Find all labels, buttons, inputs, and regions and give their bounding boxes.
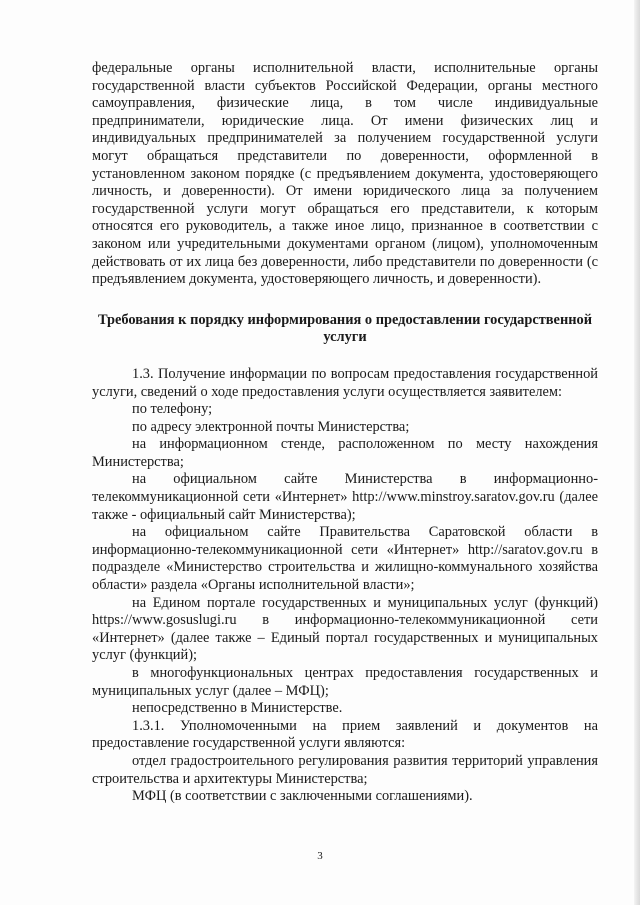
page-edge-shadow xyxy=(634,0,640,905)
section-heading: Требования к порядку информирования о предоставлении государственной услуги xyxy=(97,311,593,346)
paragraph: на Едином портале государственных и муниципальных услуг (функций) https://www.gosuslugi.ru в информационно-телекоммуникационной сети «Интернет» (далее также – Единый портал государственных и муниципальных услуг (функций); xyxy=(92,594,598,664)
paragraph: МФЦ (в соответствии с заключенными соглашениями). xyxy=(132,788,473,805)
paragraph: непосредственно в Министерстве. xyxy=(132,700,343,717)
paragraph: отдел градостроительного регулирования развития территорий управления строительства и архитектуры Министерства; xyxy=(92,752,598,787)
paragraph: на информационном стенде, расположенном по месту нахождения Министерства; xyxy=(92,436,598,470)
paragraph: на официальном сайте Министерства в информационно-телекоммуникационной сети «Интернет» http://www.minstroy.saratov.gov.ru (далее также - официальный сайт Министерства); xyxy=(92,471,598,523)
paragraph: 1.3. Получение информации по вопросам предоставления государственной услуги, сведений о ходе предоставления услуги осуществляется заявителем: xyxy=(92,365,598,400)
document-body xyxy=(92,60,598,806)
paragraph: на официальном сайте Правительства Саратовской области в информационно-телекоммуникационной сети «Интернет» http://saratov.gov.ru в подразделе «Министерство строительства и жилищно-коммунального хозяйства области» раздела «Органы исполнительной власти»; xyxy=(92,524,598,594)
paragraph: федеральные органы исполнительной власти, исполнительные органы государственной власти субъектов Российской Федерации, органы местного самоуправления, физические лица, в том числе индивидуальные предприниматели, юридические лица. От имени физических лиц и индивидуальных предпринимателей за получением государственной услуги могут обращаться представители по доверенности, оформленной в установленном законом порядке (с предъявлением документа, удостоверяющего личность, и доверенности). От имени юридического лица за получением государственной услуги могут обращаться его представители, к которым относятся его руководитель, а также иное лицо, признанное в соответствии с законом или учредительными документами органом (лицом), уполномоченным действовать от их лица без доверенности, либо представители по доверенности (с предъявлением документа, удостоверяющего личность, и доверенности). xyxy=(92,60,598,288)
paragraph: 1.3.1. Уполномоченными на прием заявлений и документов на предоставление государственной услуги являются: xyxy=(92,717,598,752)
paragraph: по адресу электронной почты Министерства; xyxy=(132,418,410,435)
page-number: 3 xyxy=(317,850,323,862)
paragraph: в многофункциональных центрах предоставления государственных и муниципальных услуг (далее – МФЦ); xyxy=(92,665,598,699)
paragraph: по телефону; xyxy=(132,401,213,418)
